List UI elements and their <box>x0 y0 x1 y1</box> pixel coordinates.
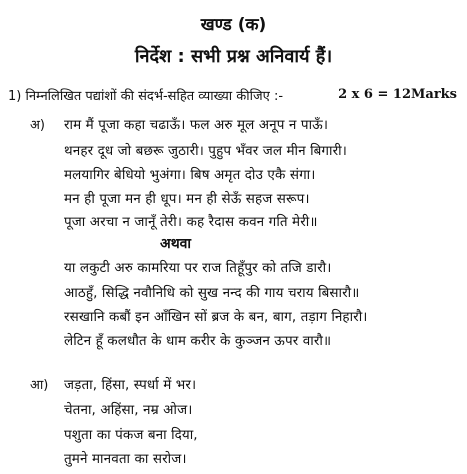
verse-line: थनहर दूध जो बछरू जुठारी। पुहुप भँवर जल मीन बिगारी। <box>64 143 347 159</box>
poem-line: पशुता का पंकज बना दिया, <box>64 427 198 443</box>
verse-line: पूजा अरचा न जानूँ तेरी। कह रैदास कवन गति मेरी॥ <box>64 214 318 230</box>
alt-verse-line: रसखानि कबौं इन आँखिन सों ब्रज के बन, बाग, तड़ाग निहारौ। <box>64 309 368 325</box>
alt-verse-line: आठहुँ, सिद्धि नवौनिधि को सुख नन्द की गाय चराय बिसारौ॥ <box>64 285 360 301</box>
part-a-label: अ) <box>30 118 46 133</box>
part-aa-label: आ) <box>30 378 49 393</box>
alt-verse-line: लेटिन हूँ कलधौत के धाम करीर के कुञ्जन ऊपर वारौ॥ <box>64 333 332 349</box>
poem-line: चेतना, अहिंसा, नम्र ओज। <box>64 402 193 418</box>
marks-label: 2 x 6 = 12Marks <box>338 87 457 102</box>
instruction-heading: निर्देश : सभी प्रश्न अनिवार्य हैं। <box>134 46 333 67</box>
or-heading: अथवा <box>160 236 192 252</box>
verse-line: मन ही पूजा मन ही धूप। मन ही सेऊँ सहज सरूप। <box>64 191 310 207</box>
verse-line: राम मैं पूजा कहा चढाऊँ। फल अरु मूल अनूप न पाऊँ। <box>64 117 329 133</box>
poem-line: तुमने मानवता का सरोज। <box>64 451 187 467</box>
poem-line: जड़ता, हिंसा, स्पर्धा में भर। <box>64 377 197 393</box>
question-prompt: 1) निम्नलिखित पद्यांशों की संदर्भ-सहित व्याख्या कीजिए :- <box>8 89 284 104</box>
alt-verse-line: या लकुटी अरु कामरिया पर राज तिहूँपुर को तजि डारौ। <box>64 260 332 276</box>
section-title: खण्ड (क) <box>200 15 267 35</box>
verse-line: मलयागिर बेधियो भुअंगा। बिष अमृत दोउ एकै संगा। <box>64 167 316 183</box>
